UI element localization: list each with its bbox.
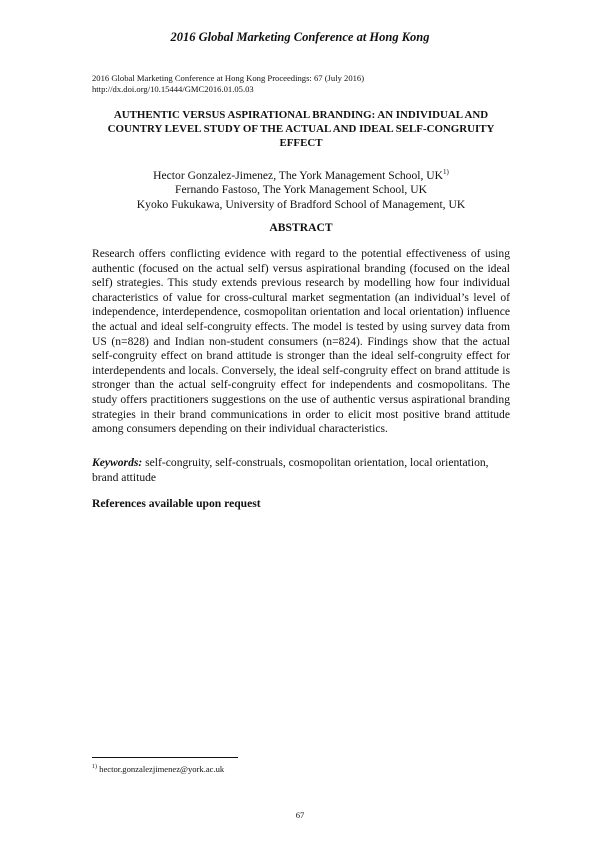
proceedings-line: 2016 Global Marketing Conference at Hong Kong Proceedings: 67 (July 2016) [92, 73, 365, 83]
keywords-text: self-congruity, self-construals, cosmopolitan orientation, local orientation, brand attitude [92, 456, 489, 484]
abstract-heading: ABSTRACT [269, 221, 333, 234]
author-line [92, 183, 510, 198]
keywords-label: Keywords: [92, 456, 143, 469]
author-list [92, 165, 510, 212]
page-number: 67 [295, 810, 305, 820]
proceedings-info [92, 73, 512, 95]
footnote [92, 764, 392, 774]
footnote-email[interactable]: hector.gonzalezjimenez@york.ac.uk [97, 764, 225, 774]
author-line [92, 165, 510, 183]
references-note: References available upon request [92, 497, 261, 510]
author-line [92, 198, 510, 213]
author-name: Fernando Fastoso, The York Management School, UK [175, 183, 427, 197]
doi-link[interactable]: http://dx.doi.org/10.15444/GMC2016.01.05.03 [92, 84, 254, 94]
keywords [92, 456, 510, 485]
footnote-mark: 1) [92, 764, 97, 771]
footnote-mark: 1) [443, 168, 449, 176]
author-name: Kyoko Fukukawa, University of Bradford School of Management, UK [136, 197, 466, 211]
footnote-divider [92, 757, 238, 758]
author-name: Hector Gonzalez-Jimenez, The York Management School, UK [153, 168, 444, 182]
abstract-body: Research offers conflicting evidence with regard to the potential effectiveness of using authentic (focused on the actual self) versus aspirational branding (focused on the ideal self) strategies. This study extends previous research by modelling how four individual characteristics of value for cross-cultural market segmentation (an individual’s level of independence, interdependence, cosmopolitan orientation and local orientation) influence the actual and ideal self-congruity effects. The model is tested by using survey data from US (n=828) and Indian non-student consumers (n=824). Findings show that the actual self-congruity effect on brand attitude is stronger than the ideal self-congruity effect for interdependents and locals. Conversely, the ideal self-congruity effect on brand attitude is stronger than the actual self-congruity effect for independents and cosmopolitans. The study offers practitioners suggestions on the use of authentic versus aspirational branding strategies in their brand communications in order to elicit most positive brand attitude among consumers depending on their individual characteristics. [92, 247, 510, 436]
paper-title: AUTHENTIC VERSUS ASPIRATIONAL BRANDING: AN INDIVIDUAL AND COUNTRY LEVEL STUDY OF THE ACTUAL AND IDEAL SELF-CONGRUITY EFFECT [107, 109, 495, 149]
running-head: 2016 Global Marketing Conference at Hong Kong [170, 30, 430, 44]
